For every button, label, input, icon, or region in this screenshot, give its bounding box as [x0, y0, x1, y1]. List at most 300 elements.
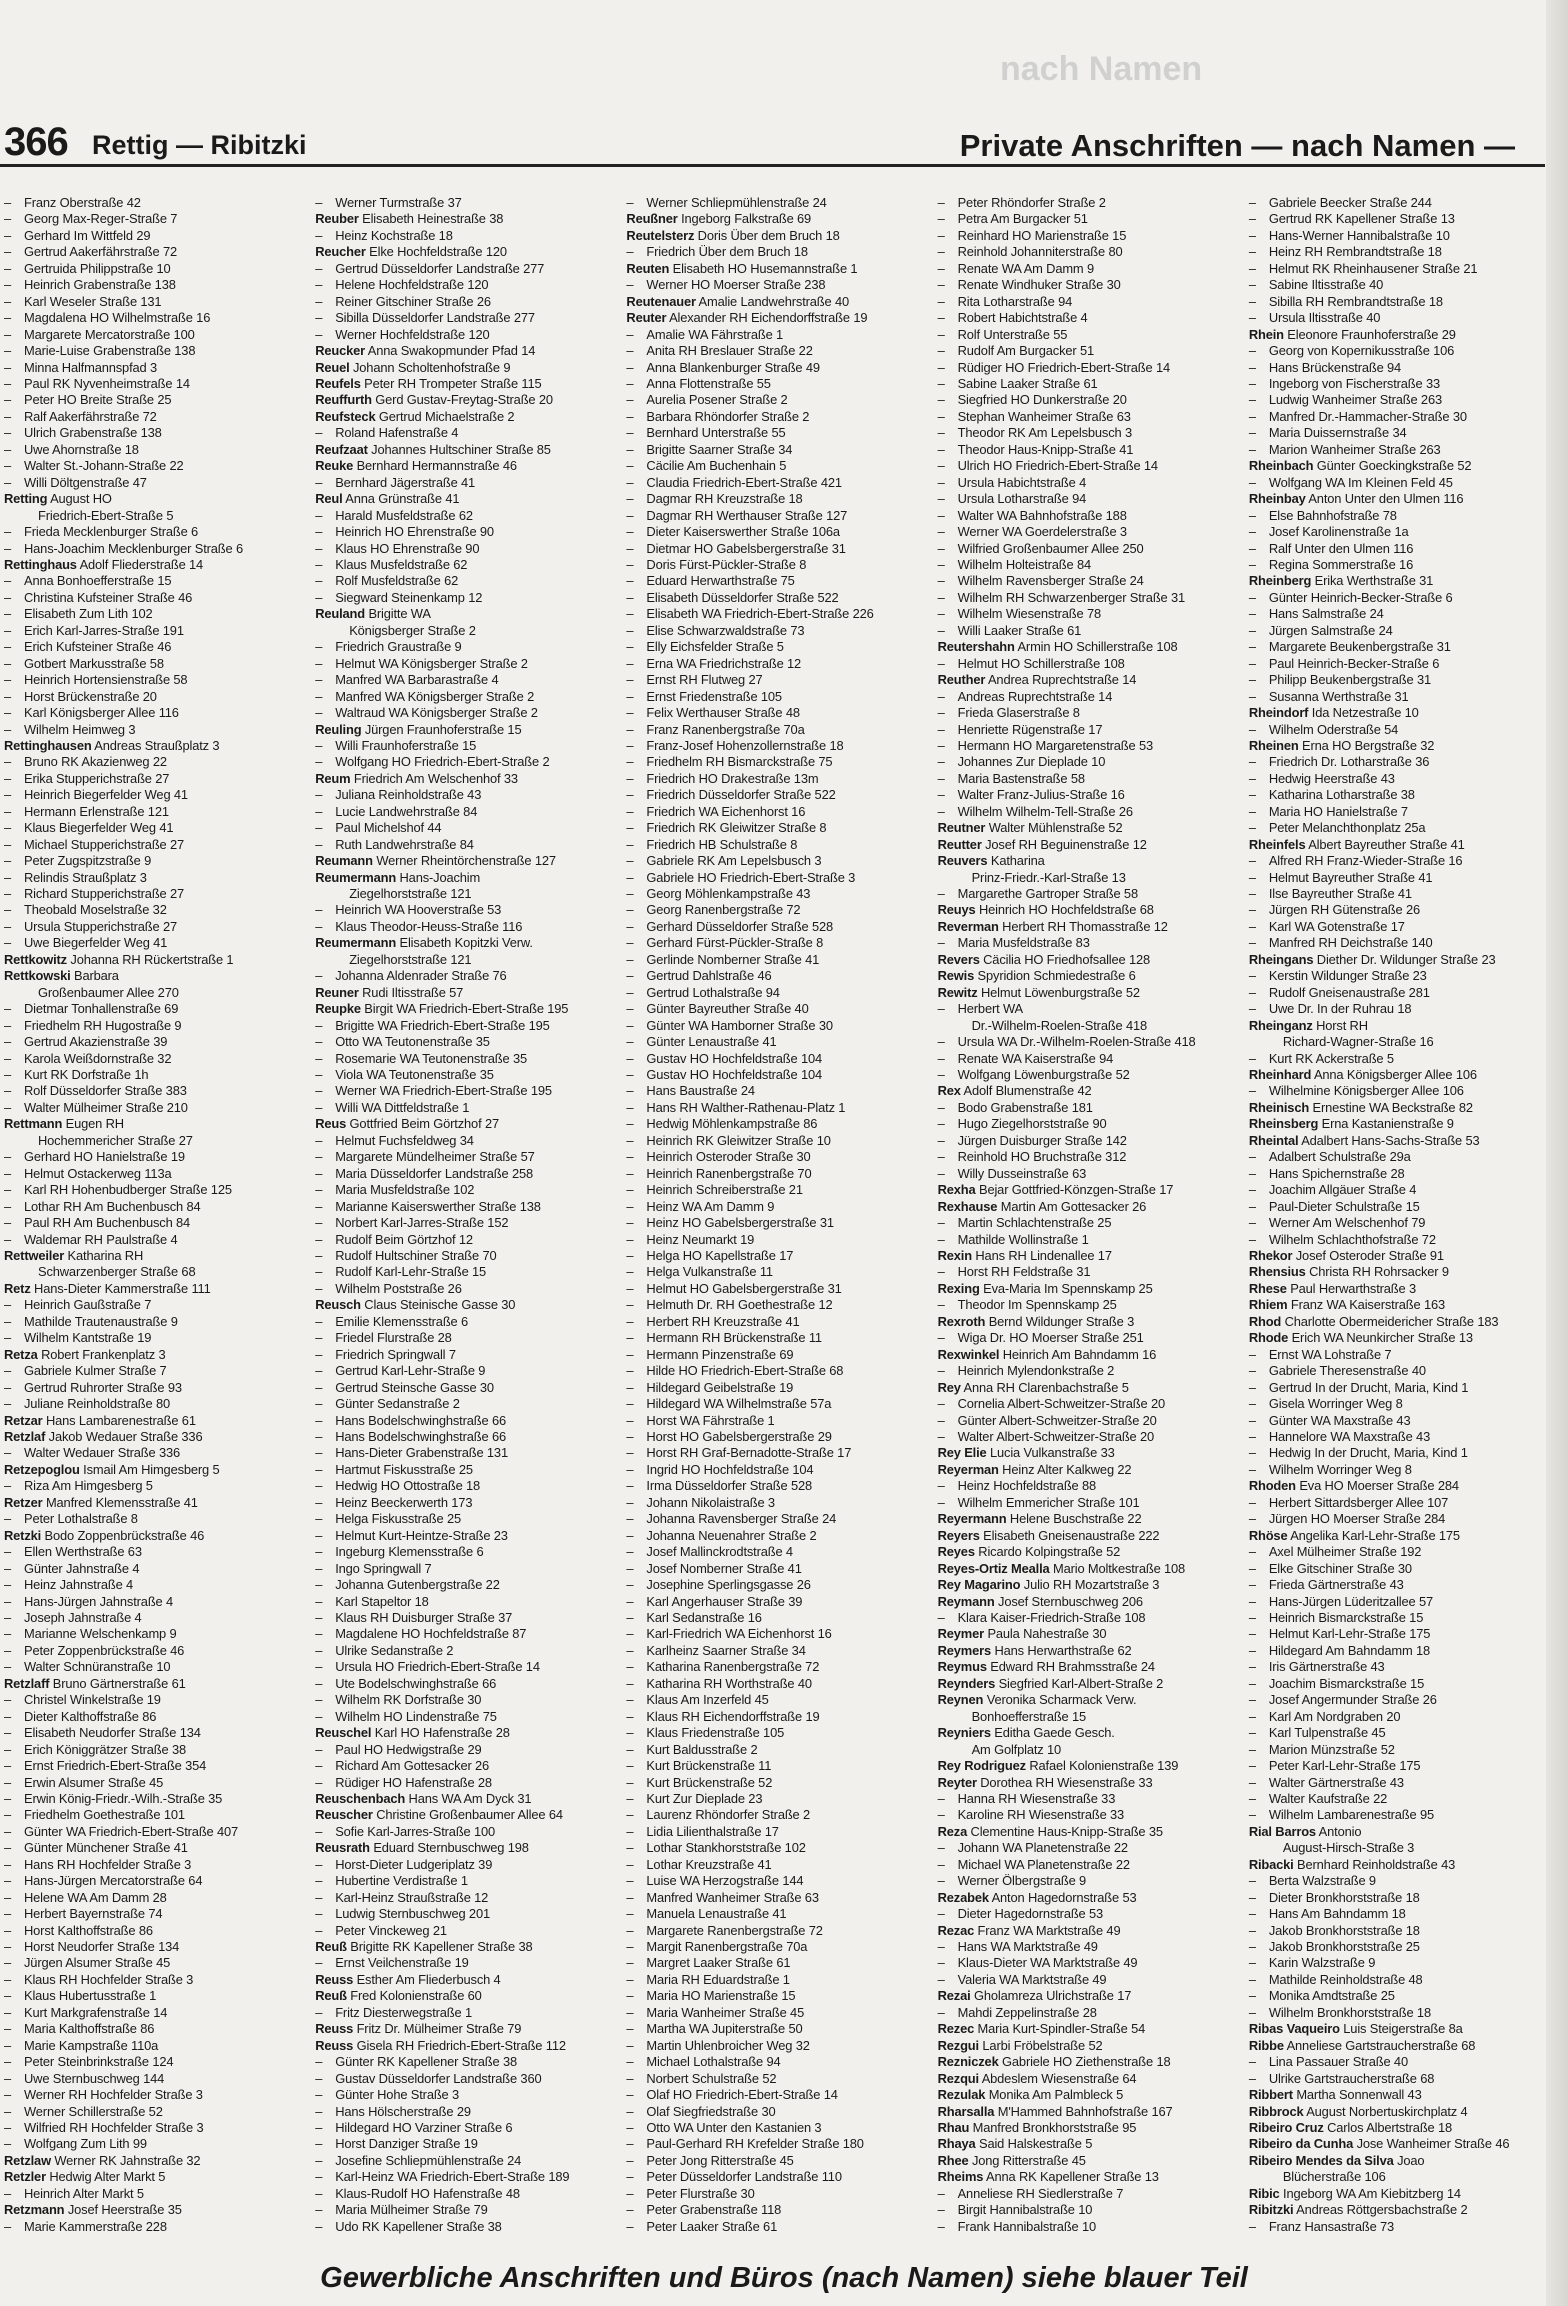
directory-entry: Rexha Bejar Gottfried-Könzgen-Straße 17	[937, 1182, 1174, 1198]
directory-entry: – Friedrich Springwall 7	[315, 1346, 456, 1362]
directory-entry: – Horst Kalthoffstraße 86	[4, 1922, 153, 1938]
surname: Reutelsterz	[626, 227, 695, 243]
directory-entry: Retzar Hans Lambarenestraße 61	[4, 1412, 196, 1428]
surname: Retzler	[4, 2169, 46, 2185]
directory-entry: – Maria Kalthoffstraße 86	[4, 2021, 155, 2037]
directory-entry: – Ursula Stupperichstraße 27	[4, 918, 178, 934]
directory-entry: – Lina Passauer Straße 40	[1248, 2054, 1408, 2070]
directory-entry: – Friedhelm RH Hugostraße 9	[4, 1017, 182, 1033]
directory-entry: – Walter Albert-Schweitzer-Straße 20	[937, 1428, 1155, 1444]
directory-entry: – Klaus RH Duisburger Straße 37	[315, 1609, 513, 1625]
directory-entry: – Günter Hohe Straße 3	[315, 2087, 460, 2103]
directory-entry: – Jürgen Alsumer Straße 45	[4, 1955, 171, 1971]
directory-entry: Reyes-Ortiz Mealla Mario Moltkestraße 108	[937, 1560, 1186, 1576]
directory-entry: – Katharina Lotharstraße 38	[1248, 787, 1415, 803]
directory-entry: – Rolf Düsseldorfer Straße 383	[4, 1083, 187, 1099]
directory-entry: – Klaus RH Hochfelder Straße 3	[4, 1971, 194, 1987]
directory-entry: – Peter Melanchthonplatz 25a	[1248, 820, 1426, 836]
directory-entry: – Ernst Friedrich-Ebert-Straße 354	[4, 1758, 207, 1774]
name-range: Rettig — Ribitzki	[92, 130, 307, 160]
directory-entry: – Elly Eichsfelder Straße 5	[626, 639, 784, 655]
directory-entry: – Martha WA Jupiterstraße 50	[626, 2021, 803, 2037]
directory-entry: – Juliane Reinholdstraße 80	[4, 1396, 171, 1412]
directory-entry: – Erich Karl-Jarres-Straße 191	[4, 622, 184, 638]
directory-entry: – Luise WA Herzogstraße 144	[626, 1873, 804, 1889]
surname: Reutter	[937, 836, 982, 852]
directory-entry: Reul Anna Grünstraße 41	[315, 491, 460, 507]
surname: Rhiem	[1248, 1297, 1288, 1313]
directory-entry: – Marion Wanheimer Straße 263	[1248, 441, 1441, 457]
directory-entry: – Ellen Werthstraße 63	[4, 1544, 142, 1560]
directory-entry: – Günter Sedanstraße 2	[315, 1396, 460, 1412]
directory-entry: – Karl Angerhauser Straße 39	[626, 1593, 803, 1609]
directory-entry: – Gertrud RK Kapellener Straße 13	[1248, 211, 1455, 227]
directory-entry: – Paul RH Am Buchenbusch 84	[4, 1215, 191, 1231]
directory-entry: – Elisabeth Neudorfer Straße 134	[4, 1725, 201, 1741]
surname: Retting	[4, 491, 48, 507]
directory-entry: – Ludwig Wanheimer Straße 263	[1248, 392, 1442, 408]
surname: Reuss	[315, 2021, 354, 2037]
directory-entry: – Ursula WA Dr.-Wilhelm-Roelen-Straße 418	[937, 1034, 1196, 1050]
directory-entry: – Gisela Worringer Weg 8	[1248, 1396, 1403, 1412]
directory-entry: – Ernst Veilchenstraße 19	[315, 1955, 469, 1971]
surname: Rezai	[937, 1988, 971, 2004]
directory-entry: – Hartmut Fiskusstraße 25	[315, 1461, 473, 1477]
directory-entry: Reupke Birgit WA Friedrich-Ebert-Straße 195	[315, 1001, 569, 1017]
surname: Reymann	[937, 1593, 995, 1609]
directory-entry: – Klara Kaiser-Friedrich-Straße 108	[937, 1609, 1146, 1625]
directory-entry: – Henriette Rügenstraße 17	[937, 721, 1103, 737]
directory-entry: Reum Friedrich Am Welschenhof 33	[315, 770, 518, 786]
surname: Rezac	[937, 1922, 975, 1938]
directory-entry: – Ulrike Sedanstraße 2	[315, 1642, 454, 1658]
surname: Reuscher	[315, 1807, 373, 1823]
surname: Reuner	[315, 984, 359, 1000]
directory-entry: – Wilhelm Emmericher Straße 101	[937, 1494, 1140, 1510]
surname: Reyes	[937, 1544, 975, 1560]
surname: Rezulak	[937, 2087, 986, 2103]
directory-entry: – Ursula HO Friedrich-Ebert-Straße 14	[315, 1659, 540, 1675]
surname: Reymer	[937, 1626, 985, 1642]
directory-entry: – Erwin König-Friedr.-Wilh.-Straße 35	[4, 1790, 223, 1806]
directory-entry: Reuss Gisela RH Friedrich-Ebert-Straße 112	[315, 2037, 566, 2053]
surname: Reuß	[315, 1939, 347, 1955]
surname: Ribeiro Mendes da Silva	[1248, 2152, 1394, 2168]
directory-entry: – Dagmar RH Werthauser Straße 127	[626, 507, 848, 523]
surname: Reyermann	[937, 1511, 1007, 1527]
surname: Rezabek	[937, 1889, 989, 1905]
directory-entry: – Katharina RH Worthstraße 40	[626, 1675, 812, 1691]
directory-entry: – Karl Am Nordgraben 20	[1248, 1708, 1401, 1724]
directory-entry: – Paul HO Hedwigstraße 29	[315, 1741, 482, 1757]
directory-entry: – Karl RH Hohenbudberger Straße 125	[4, 1182, 232, 1198]
directory-entry: – Cäcilie Am Buchenhain 5	[626, 458, 787, 474]
directory-entry: Rheindorf Ida Netzestraße 10	[1248, 705, 1419, 721]
directory-entry: – Helga HO Kapellstraße 17	[626, 1248, 794, 1263]
directory-entry: – Mahdi Zeppelinstraße 28	[937, 2004, 1097, 2020]
directory-entry: – Johann WA Planetenstraße 22	[937, 1840, 1128, 1856]
directory-entry: – Karl Weseler Straße 131	[4, 293, 162, 309]
directory-entry: – Johanna Neuenahrer Straße 2	[626, 1527, 817, 1543]
surname: Reutenauer	[626, 293, 696, 309]
directory-entry: Hochemmericher Straße 27	[38, 1132, 193, 1148]
directory-entry: – Heinrich Mylendonkstraße 2	[937, 1363, 1115, 1379]
directory-entry: – Gertrud Aakerfährstraße 72	[4, 244, 178, 260]
directory-entry: Richard-Wagner-Straße 16	[1282, 1034, 1434, 1050]
directory-entry: Reuffurth Gerd Gustav-Freytag-Straße 20	[315, 392, 553, 408]
directory-entry: – Hans RH Hochfelder Straße 3	[4, 1856, 192, 1872]
directory-entry: – Wilhelm Wilhelm-Tell-Straße 26	[937, 803, 1133, 819]
directory-entry: – Peter Zoppenbrückstraße 46	[4, 1642, 185, 1658]
directory-entry: – Michael Stupperichstraße 27	[4, 836, 185, 852]
directory-entry: – Gertruida Philippstraße 10	[4, 260, 171, 276]
directory-entry: – Ingrid HO Hochfeldstraße 104	[626, 1461, 814, 1477]
column-1	[4, 195, 307, 2234]
surname: Reuffurth	[315, 392, 372, 408]
directory-entry: – Udo RK Kapellener Straße 38	[315, 2218, 502, 2234]
directory-entry: – Ernst WA Lohstraße 7	[1248, 1346, 1392, 1362]
directory-entry: – Karl-Friedrich WA Eichenhorst 16	[626, 1626, 832, 1642]
directory-entry: – Johanna Ravensberger Straße 24	[626, 1511, 837, 1527]
directory-entry: – Horst RH Graf-Bernadotte-Straße 17	[626, 1445, 852, 1461]
directory-entry: – Margit Ranenbergstraße 70a	[626, 1939, 808, 1955]
directory-entry: – Susanna Werthstraße 31	[1248, 688, 1409, 704]
page-title: Private Anschriften — nach Namen —	[959, 128, 1515, 163]
directory-entry: – Klaus Biegerfelder Weg 41	[4, 820, 174, 836]
directory-entry: – Gertrud Karl-Lehr-Straße 9	[315, 1363, 486, 1379]
directory-entry: Königsberger Straße 2	[349, 622, 476, 638]
directory-entry: – Siegfried HO Dunkerstraße 20	[937, 392, 1127, 408]
surname: Reumermann	[315, 935, 397, 951]
directory-entry: Rheintal Adalbert Hans-Sachs-Straße 53	[1248, 1132, 1480, 1148]
directory-entry: – Sibilla RH Rembrandtstraße 18	[1248, 293, 1443, 309]
directory-entry: – Hildegard HO Varziner Straße 6	[315, 2120, 513, 2136]
directory-entry: – Wilhelm Lambarenestraße 95	[1248, 1807, 1434, 1823]
surname: Reuther	[937, 672, 986, 688]
surname: Rexwinkel	[937, 1346, 1000, 1362]
directory-entry: – Georg Ranenbergstraße 72	[626, 902, 801, 918]
directory-entry: – Ludwig Sternbuschweg 201	[315, 1906, 490, 1922]
surname: Reumann	[315, 853, 373, 869]
directory-entry: – Brigitte Saarner Straße 34	[626, 441, 793, 457]
directory-entry: – Wilhelm Heimweg 3	[4, 721, 136, 737]
surname: Rey	[937, 1379, 961, 1395]
directory-entry: – Anneliese RH Siedlerstraße 7	[937, 2185, 1124, 2201]
directory-entry: Rettkowitz Johanna RH Rückertstraße 1	[4, 951, 234, 967]
directory-entry: Reuber Elisabeth Heinestraße 38	[315, 211, 504, 227]
directory-entry: – Emilie Klemensstraße 6	[315, 1313, 469, 1329]
directory-entry: – Horst Brückenstraße 20	[4, 688, 157, 704]
directory-entry: – Gabriele HO Friedrich-Ebert-Straße 3	[626, 869, 856, 885]
directory-entry: – Günter WA Maxstraße 43	[1248, 1412, 1411, 1428]
directory-entry: Reuten Elisabeth HO Husemannstraße 1	[626, 260, 858, 276]
directory-entry: – Klaus Musfeldstraße 62	[315, 556, 468, 572]
directory-entry: Reyermann Helene Buschstraße 22	[937, 1511, 1142, 1527]
directory-entry: – Helmut RK Rheinhausener Straße 21	[1248, 260, 1478, 276]
directory-entry: – Dagmar RH Kreuzstraße 18	[626, 491, 803, 507]
directory-entry: – Bodo Grabenstraße 181	[937, 1099, 1093, 1115]
directory-entry: – Karl-Heinz WA Friedrich-Ebert-Straße 189	[315, 2169, 570, 2185]
directory-entry: Rheims Anna RK Kapellener Straße 13	[937, 2169, 1159, 2185]
directory-entry: – Marianne Welschenkamp 9	[4, 1626, 177, 1642]
directory-entry: Retzer Manfred Klemensstraße 41	[4, 1494, 198, 1510]
directory-entry: – Hedwig In der Drucht, Maria, Kind 1	[1248, 1445, 1468, 1461]
directory-entry: – Werner Turmstraße 37	[315, 195, 462, 210]
surname: Ribas Vaqueiro	[1248, 2021, 1340, 2037]
directory-entry: – Uwe Sternbuschweg 144	[4, 2070, 165, 2086]
directory-entry: – Walter St.-Johann-Straße 22	[4, 458, 184, 474]
directory-entry: – Georg von Kopernikusstraße 106	[1248, 343, 1455, 359]
directory-entry: – Maria Duissernstraße 34	[1248, 425, 1407, 441]
directory-entry: – Dieter Bronkhorststraße 18	[1248, 1889, 1420, 1905]
directory-entry: – Hans-Dieter Grabenstraße 131	[315, 1445, 508, 1461]
directory-entry: – Manfred WA Königsberger Straße 2	[315, 688, 535, 704]
directory-entry: – Rudolf Gneisenaustraße 281	[1248, 984, 1430, 1000]
surname: Rharsalla	[937, 2103, 995, 2119]
directory-entry: – Klaus RH Eichendorffstraße 19	[626, 1708, 820, 1724]
directory-entry: – Hans Bodelschwinghstraße 66	[315, 1428, 506, 1444]
directory-entry: Rhekor Josef Osteroder Straße 91	[1248, 1248, 1444, 1263]
directory-entry: Reuss Fritz Dr. Mülheimer Straße 79	[315, 2021, 522, 2037]
directory-entry: – Norbert Schulstraße 52	[626, 2070, 777, 2086]
surname: Ribic	[1248, 2185, 1280, 2201]
directory-entry: – Hermann Pinzenstraße 69	[626, 1346, 794, 1362]
directory-entry: – Minna Halfmannspfad 3	[4, 359, 157, 375]
surname: Ribbert	[1248, 2087, 1293, 2103]
directory-entry: – Hans-Werner Hannibalstraße 10	[1248, 227, 1450, 243]
directory-entry: Rheinfels Albert Bayreuther Straße 41	[1248, 836, 1465, 852]
surname: Ribbrock	[1248, 2103, 1304, 2119]
surname: Reuys	[937, 902, 976, 918]
directory-entry: – Gabriele Theresenstraße 40	[1248, 1363, 1426, 1379]
surname: Reumermann	[315, 869, 397, 885]
directory-entry: – Hubertine Verdistraße 1	[315, 1873, 468, 1889]
directory-entry: – Walter Schnüranstraße 10	[4, 1659, 171, 1675]
directory-entry: Revers Cäcilia HO Friedhofsallee 128	[937, 951, 1151, 967]
directory-entry: – Kurt Baldusstraße 2	[626, 1741, 758, 1757]
directory-entry: – Elke Gitschiner Straße 30	[1248, 1560, 1412, 1576]
directory-entry: – Anna Flottenstraße 55	[626, 375, 771, 391]
surname: Rhese	[1248, 1280, 1287, 1296]
directory-entry: – Helga Vulkanstraße 11	[626, 1264, 773, 1280]
directory-entry: – Rüdiger HO Friedrich-Ebert-Straße 14	[937, 359, 1170, 375]
bleed-through-text: nach Namen	[1000, 50, 1203, 88]
directory-entry: – Maria HO Marienstraße 15	[626, 1988, 796, 2004]
page-number: 366	[4, 120, 68, 164]
directory-entry: – Wilhelmine Königsberger Allee 106	[1248, 1083, 1464, 1099]
directory-entry: – Helmut Fuchsfeldweg 34	[315, 1132, 474, 1148]
directory-entry: – Peter HO Breite Straße 25	[4, 392, 172, 408]
directory-entry: – Hans WA Marktstraße 49	[937, 1939, 1098, 1955]
directory-entry: – Herbert Sittardsberger Allee 107	[1248, 1494, 1449, 1510]
directory-entry: Reutner Walter Mühlenstraße 52	[937, 820, 1123, 836]
directory-entry: – Hildegard WA Wilhelmstraße 57a	[626, 1396, 832, 1412]
directory-entry: – Manfred RH Deichstraße 140	[1248, 935, 1433, 951]
directory-entry: – Michael Lothalstraße 94	[626, 2054, 781, 2070]
surname: Reum	[315, 770, 351, 786]
directory-entry: Reuscher Christine Großenbaumer Allee 64	[315, 1807, 563, 1823]
directory-entry: – Martin Uhlenbroicher Weg 32	[626, 2037, 810, 2053]
directory-entry: Reumann Werner Rheintörchenstraße 127	[315, 853, 556, 869]
surname: Rheinberg	[1248, 573, 1312, 589]
directory-entry: – Jürgen HO Moerser Straße 284	[1248, 1511, 1446, 1527]
directory-entry: – Marie Kammerstraße 228	[4, 2218, 167, 2234]
directory-entry: – Peter Düsseldorfer Landstraße 110	[626, 2169, 842, 2185]
directory-entry: – Manfred Dr.-Hammacher-Straße 30	[1248, 408, 1467, 424]
directory-entry: – Josef Angermunder Straße 26	[1248, 1692, 1437, 1708]
directory-entry: – Ulrich Grabenstraße 138	[4, 425, 162, 441]
directory-entry: – Johanna Gutenbergstraße 22	[315, 1577, 500, 1593]
directory-entry: Retzki Bodo Zoppenbrückstraße 46	[4, 1527, 205, 1543]
directory-entry: – Friedhelm Goethestraße 101	[4, 1807, 185, 1823]
directory-entry: – Joseph Jahnstraße 4	[4, 1609, 142, 1625]
directory-entry: – Helga Fiskusstraße 25	[315, 1511, 462, 1527]
directory-entry: – Gertrud Düsseldorfer Landstraße 277	[315, 260, 545, 276]
directory-entry: – Iris Gärtnerstraße 43	[1248, 1659, 1385, 1675]
directory-entry: – Walter Wedauer Straße 336	[4, 1445, 181, 1461]
directory-entry: – Gerhard Im Wittfeld 29	[4, 227, 151, 243]
surname: Retz	[4, 1280, 31, 1296]
directory-entry: – Helmut Ostackerweg 113a	[4, 1165, 172, 1181]
directory-entry: – Klaus Friedenstraße 105	[626, 1725, 785, 1741]
directory-entry: Reymann Josef Sternbuschweg 206	[937, 1593, 1143, 1609]
directory-entry: – Friedrich HB Schulstraße 8	[626, 836, 798, 852]
directory-entry: – Peter Vinckeweg 21	[315, 1922, 447, 1938]
directory-entry: Reuner Rudi Iltisstraße 57	[315, 984, 464, 1000]
directory-entry: – Paul Michelshof 44	[315, 820, 442, 836]
directory-entry: Reuland Brigitte WA	[315, 606, 431, 622]
directory-entry: – Ingeborg von Fischerstraße 33	[1248, 375, 1441, 391]
directory-entry: – Günter WA Friedrich-Ebert-Straße 407	[4, 1823, 239, 1839]
directory-entry: Reymus Edward RH Brahmsstraße 24	[937, 1659, 1155, 1675]
directory-entry: – Dieter Hagedornstraße 53	[937, 1906, 1104, 1922]
surname: Rewitz	[937, 984, 978, 1000]
directory-entry: – Lucie Landwehrstraße 84	[315, 803, 478, 819]
directory-entry: – Maria Düsseldorfer Landstraße 258	[315, 1165, 534, 1181]
directory-entry: – Hildegard Am Bahndamm 18	[1248, 1642, 1431, 1658]
surname: Rettweiler	[4, 1248, 65, 1263]
directory-entry: Retza Robert Frankenplatz 3	[4, 1346, 166, 1362]
directory-entry: Rheinsberg Erna Kastanienstraße 9	[1248, 1116, 1454, 1132]
directory-entry: – Hans-Joachim Mecklenburger Straße 6	[4, 540, 243, 556]
directory-entry: – Ursula Lotharstraße 94	[937, 491, 1087, 507]
directory-entry: – Gertrud Steinsche Gasse 30	[315, 1379, 494, 1395]
directory-entry: – Helene Hochfeldstraße 120	[315, 277, 489, 293]
directory-entry: – Peter Grabenstraße 118	[626, 2202, 782, 2218]
directory-entry: – Walter Gärtnerstraße 43	[1248, 1774, 1404, 1790]
surname: Reuschel	[315, 1725, 372, 1741]
directory-entry: Rey Elie Lucia Vulkanstraße 33	[937, 1445, 1115, 1461]
surname: Rhöse	[1248, 1527, 1288, 1543]
directory-entry: – Wilhelm Schlachthofstraße 72	[1248, 1231, 1436, 1247]
directory-entry: – Friedrich HO Drakestraße 13m	[626, 770, 819, 786]
directory-entry: – Günter Lenaustraße 41	[626, 1034, 777, 1050]
directory-entry: Rey Rodriguez Rafael Kolonienstraße 139	[937, 1758, 1179, 1774]
directory-entry: – Hedwig HO Ottostraße 18	[315, 1478, 481, 1494]
directory-entry: – Franz Ranenbergstraße 70a	[626, 721, 805, 737]
directory-entry: – Friedrich WA Eichenhorst 16	[626, 803, 806, 819]
directory-entry: Retzler Hedwig Alter Markt 5	[4, 2169, 166, 2185]
directory-entry: – Lidia Lilienthalstraße 17	[626, 1823, 779, 1839]
directory-entry: – Heinrich Ranenbergstraße 70	[626, 1165, 812, 1181]
directory-entry: – Willy Dusseinstraße 63	[937, 1165, 1087, 1181]
surname: Rettmann	[4, 1116, 63, 1132]
directory-entry: – Günter Albert-Schweitzer-Straße 20	[937, 1412, 1157, 1428]
directory-entry: Rhod Charlotte Obermeidericher Straße 183	[1248, 1313, 1499, 1329]
directory-entry: – Hans RH Walther-Rathenau-Platz 1	[626, 1099, 846, 1115]
directory-entry: Retz Hans-Dieter Kammerstraße 111	[4, 1280, 211, 1296]
directory-entry: – Rudolf Karl-Lehr-Straße 15	[315, 1264, 487, 1280]
directory-entry: Reuschel Karl HO Hafenstraße 28	[315, 1725, 510, 1741]
directory-entry: – Norbert Karl-Jarres-Straße 152	[315, 1215, 509, 1231]
directory-entry: Reumermann Elisabeth Kopitzki Verw.	[315, 935, 533, 951]
directory-entry: – Walter Kaufstraße 22	[1248, 1790, 1388, 1806]
directory-entry: – Eduard Herwarthstraße 75	[626, 573, 795, 589]
directory-entry: – Margarete Mercatorstraße 100	[4, 326, 195, 342]
directory-entry: Rettweiler Katharina RH	[4, 1248, 144, 1263]
directory-entry: – Gerhard Fürst-Pückler-Straße 8	[626, 935, 824, 951]
directory-entry: – Manfred WA Barbarastraße 4	[315, 672, 499, 688]
directory-entry: Rhese Paul Herwarthstraße 3	[1248, 1280, 1417, 1296]
directory-entry: Rettmann Eugen RH	[4, 1116, 124, 1132]
directory-entry: – Willi Laaker Straße 61	[937, 622, 1082, 638]
surname: Retzlaff	[4, 1675, 50, 1691]
directory-entry: Reuel Johann Scholtenhofstraße 9	[315, 359, 511, 375]
directory-entry: – Margarete Ranenbergstraße 72	[626, 1922, 823, 1938]
directory-entry: – Herbert RH Kreuzstraße 41	[626, 1313, 800, 1329]
directory-entry: – Werner HO Moerser Straße 238	[626, 277, 826, 293]
directory-entry: – Sabine Laaker Straße 61	[937, 375, 1098, 391]
directory-entry: Ribeiro da Cunha Jose Wanheimer Straße 46	[1248, 2136, 1510, 2152]
directory-entry: – Paul RK Nyvenheimstraße 14	[4, 375, 190, 391]
directory-entry: – Anna Blankenburger Straße 49	[626, 359, 820, 375]
surname: Reucker	[315, 343, 366, 359]
directory-entry: – Jürgen RH Gütenstraße 26	[1248, 902, 1420, 918]
directory-entry: – Sabine Iltisstraße 40	[1248, 277, 1384, 293]
directory-entry: Reuß Brigitte RK Kapellener Straße 38	[315, 1939, 533, 1955]
directory-entry: – Erich Kufsteiner Straße 46	[4, 639, 172, 655]
directory-entry: – Ute Bodelschwinghstraße 66	[315, 1675, 497, 1691]
directory-entry: Reyes Ricardo Kolpingstraße 52	[937, 1544, 1121, 1560]
directory-entry: – Otto WA Unter den Kastanien 3	[626, 2120, 822, 2136]
directory-entry: – Werner Ölbergstraße 9	[937, 1873, 1087, 1889]
directory-entry: – Heinrich Alter Markt 5	[4, 2185, 144, 2201]
directory-entry: – Reinhold Johanniterstraße 80	[937, 244, 1123, 260]
directory-entry: – Philipp Beukenbergstraße 31	[1248, 672, 1432, 688]
directory-entry: – Valeria WA Marktstraße 49	[937, 1971, 1107, 1987]
directory-entry: Reynen Veronika Scharmack Verw.	[937, 1692, 1137, 1708]
directory-entry: – Heinrich Hortensienstraße 58	[4, 672, 188, 688]
directory-entry: – Friedrich Graustraße 9	[315, 639, 462, 655]
directory-entry: – Gotbert Markusstraße 58	[4, 655, 164, 671]
directory-entry: Ribbert Martha Sonnenwall 43	[1248, 2087, 1422, 2103]
directory-entry: – Gerhard Düsseldorfer Straße 528	[626, 918, 834, 934]
directory-entry: – Herbert Bayernstraße 74	[4, 1906, 163, 1922]
directory-entry: – Anita RH Breslauer Straße 22	[626, 343, 813, 359]
directory-entry: Ribas Vaqueiro Luis Steigerstraße 8a	[1248, 2021, 1463, 2037]
directory-entry: – Marianne Kaiserswerther Straße 138	[315, 1198, 541, 1214]
directory-entry: – Bernhard Jägerstraße 41	[315, 474, 476, 490]
surname: Rhensius	[1248, 1264, 1306, 1280]
directory-entry: – Karl Stapeltor 18	[315, 1593, 429, 1609]
directory-entry: – Wilhelm Worringer Weg 8	[1248, 1461, 1412, 1477]
directory-entry: Reusch Claus Steinische Gasse 30	[315, 1297, 516, 1313]
directory-entry: Reufels Peter RH Trompeter Straße 115	[315, 375, 542, 391]
directory-entry: – Johann Nikolaistraße 3	[626, 1494, 775, 1510]
surname: Reymus	[937, 1659, 987, 1675]
directory-entry: – Heinz Kochstraße 18	[315, 227, 453, 243]
directory-entry: Reufzaat Johannes Hultschiner Straße 85	[315, 441, 551, 457]
